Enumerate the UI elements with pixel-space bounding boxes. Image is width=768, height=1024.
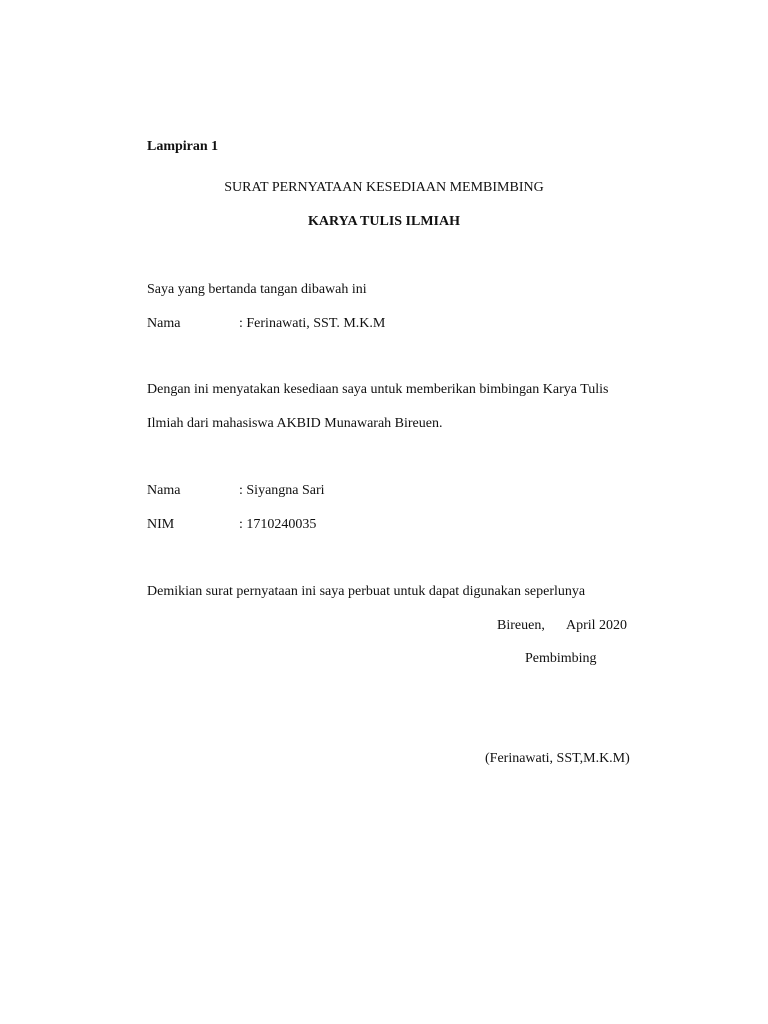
attachment-label: Lampiran 1 [147,139,219,154]
student-nim-label: NIM [147,517,175,532]
signature-role: Pembimbing [525,651,597,666]
student-name-label: Nama [147,483,181,498]
signature-place: Bireuen, [497,618,545,633]
intro-text: Saya yang bertanda tangan dibawah ini [147,282,367,297]
statement-line-2: Ilmiah dari mahasiswa AKBID Munawarah Bireuen. [147,416,443,431]
supervisor-name-label: Nama [147,316,181,331]
supervisor-name-value: : Ferinawati, SST. M.K.M [239,316,386,331]
document-title-line-2: KARYA TULIS ILMIAH [308,214,460,229]
student-name-value: : Siyangna Sari [239,483,325,498]
statement-line-1: Dengan ini menyatakan kesediaan saya untuk memberikan bimbingan Karya Tulis [147,382,609,397]
closing-text: Demikian surat pernyataan ini saya perbuat untuk dapat digunakan seperlunya [147,584,586,599]
student-nim-value: : 1710240035 [239,517,317,532]
document-title-line-1: SURAT PERNYATAAN KESEDIAAN MEMBIMBING [224,180,544,195]
signature-name: (Ferinawati, SST,M.K.M) [485,751,630,766]
signature-date: April 2020 [566,618,628,633]
